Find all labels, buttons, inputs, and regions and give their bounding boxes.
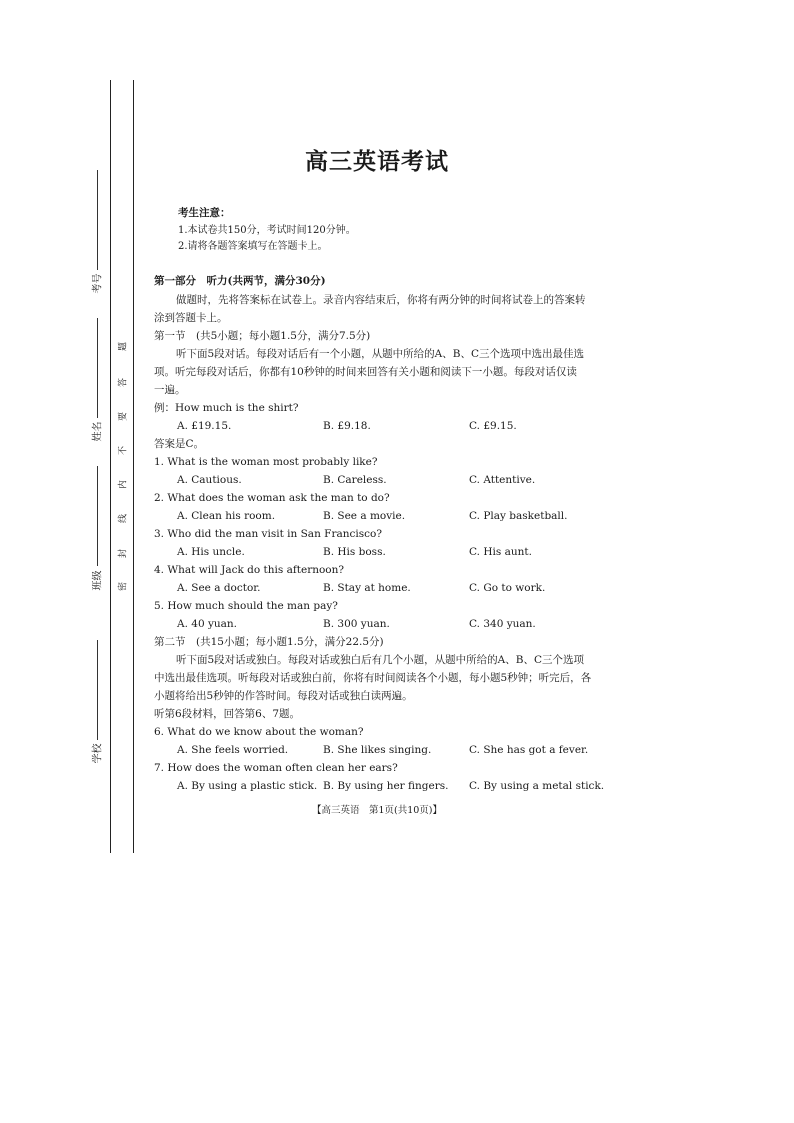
instruction-line: 听下面5段对话或独白。每段对话或独白后有几个小题，从题中所给的A、B、C三个选项 — [176, 654, 585, 666]
option-b[interactable]: B. Stay at home. — [323, 582, 411, 594]
instruction-line: 小题将给出5秒钟的作答时间。每段对话或独白读两遍。 — [154, 690, 413, 702]
side-label: 学校 — [92, 743, 104, 764]
notice-item: 1.本试卷共150分，考试时间120分钟。 — [178, 225, 356, 236]
option-a[interactable]: A. His uncle. — [177, 546, 245, 558]
option-c[interactable]: C. Go to work. — [469, 582, 546, 594]
example-option: A. £19.15. — [177, 420, 232, 432]
notice-heading: 考生注意： — [178, 207, 231, 219]
option-c[interactable]: C. Attentive. — [469, 474, 536, 486]
seal-char: 答 — [118, 378, 129, 388]
option-a[interactable]: A. By using a plastic stick. — [177, 780, 318, 792]
question: 5. How much should the man pay? — [154, 600, 338, 612]
part-heading: 第一部分 听力(共两节，满分30分) — [154, 275, 326, 287]
example-option: C. £9.15. — [469, 420, 517, 432]
instruction-line: 涂到答题卡上。 — [154, 312, 228, 324]
option-c[interactable]: C. Play basketball. — [469, 510, 568, 522]
option-b[interactable]: B. By using her fingers. — [323, 780, 449, 792]
seal-char: 线 — [118, 514, 129, 524]
fill-blank-line[interactable] — [97, 170, 98, 270]
option-a[interactable]: A. 40 yuan. — [177, 618, 238, 630]
instruction-line: 项。听完每段对话后，你都有10秒钟的时间来回答有关小题和阅读下一小题。每段对话仅读 — [154, 366, 577, 378]
option-c[interactable]: C. She has got a fever. — [469, 744, 589, 756]
side-label: 班级 — [92, 570, 104, 591]
side-label: 考号 — [92, 273, 104, 294]
question: 4. What will Jack do this afternoon? — [154, 564, 345, 576]
fill-blank-line[interactable] — [97, 640, 98, 740]
example-option: B. £9.18. — [323, 420, 371, 432]
page-title: 高三英语考试 — [305, 148, 449, 175]
section-heading: 第一节 (共5小题；每小题1.5分，满分7.5分) — [154, 330, 371, 342]
instruction-line: 中选出最佳选项。听每段对话或独白前，你将有时间阅读各个小题，每小题5秒钟；听完后，各 — [154, 672, 592, 684]
page-footer: 【高三英语 第1页(共10页)】 — [311, 805, 443, 816]
section-heading: 第二节 (共15小题；每小题1.5分，满分22.5分) — [154, 636, 384, 648]
option-a[interactable]: A. Cautious. — [177, 474, 242, 486]
binding-line-outer — [110, 80, 111, 853]
seal-char: 封 — [118, 549, 129, 559]
question: 1. What is the woman most probably like? — [154, 456, 378, 468]
instruction-line: 听下面5段对话。每段对话后有一个小题，从题中所给的A、B、C三个选项中选出最佳选 — [176, 348, 585, 360]
option-b[interactable]: B. See a movie. — [323, 510, 406, 522]
fill-blank-line[interactable] — [97, 318, 98, 418]
material-note: 听第6段材料，回答第6、7题。 — [154, 708, 301, 720]
seal-char: 题 — [118, 342, 129, 352]
question: 3. Who did the man visit in San Francisco? — [154, 528, 382, 540]
option-b[interactable]: B. Careless. — [323, 474, 387, 486]
fill-blank-line[interactable] — [97, 466, 98, 566]
side-label: 姓名 — [92, 421, 104, 442]
option-a[interactable]: A. See a doctor. — [177, 582, 261, 594]
example-answer: 答案是C。 — [154, 438, 205, 450]
instruction-line: 一遍。 — [154, 384, 186, 396]
option-b[interactable]: B. His boss. — [323, 546, 386, 558]
question: 6. What do we know about the woman? — [154, 726, 364, 738]
option-a[interactable]: A. Clean his room. — [177, 510, 276, 522]
seal-char: 内 — [118, 480, 129, 490]
option-c[interactable]: C. By using a metal stick. — [469, 780, 605, 792]
seal-char: 密 — [118, 582, 129, 592]
option-c[interactable]: C. His aunt. — [469, 546, 532, 558]
notice-item: 2.请将各题答案填写在答题卡上。 — [178, 241, 328, 252]
seal-char: 不 — [118, 446, 129, 456]
example-question: 例：How much is the shirt? — [154, 402, 299, 414]
seal-char: 要 — [118, 412, 129, 422]
option-b[interactable]: B. She likes singing. — [323, 744, 432, 756]
question: 7. How does the woman often clean her ears? — [154, 762, 398, 774]
option-a[interactable]: A. She feels worried. — [177, 744, 289, 756]
option-b[interactable]: B. 300 yuan. — [323, 618, 390, 630]
option-c[interactable]: C. 340 yuan. — [469, 618, 536, 630]
question: 2. What does the woman ask the man to do? — [154, 492, 390, 504]
instruction-line: 做题时，先将答案标在试卷上。录音内容结束后，你将有两分钟的时间将试卷上的答案转 — [176, 294, 586, 306]
binding-line-inner — [133, 80, 134, 853]
